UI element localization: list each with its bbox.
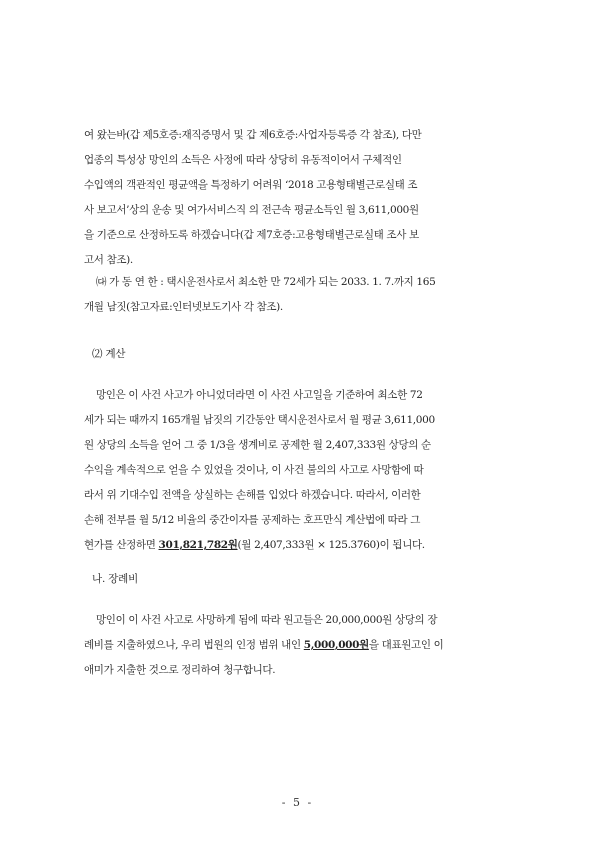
calculation-paragraph xyxy=(84,388,514,563)
text-segment: 을 대표원고인 이 xyxy=(368,639,444,651)
funeral-amount: 5,000,000원 xyxy=(303,639,369,651)
text-line: 애미가 지출한 것으로 정리하여 청구합니다. xyxy=(84,664,276,676)
text-line: 원 상당의 소득을 얻어 그 중 1/3을 생계비로 공제한 월 2,407,333원 상당의 순 xyxy=(84,439,431,451)
income-paragraph xyxy=(84,128,514,278)
text-line: 라서 위 기대수입 전액을 상실하는 손해를 입었다 하겠습니다. 따라서, 이러한 xyxy=(84,489,421,501)
text-segment: 례비를 지출하였으나, 우리 법원의 인정 범위 내인 xyxy=(84,639,304,651)
text-line: 망인이 이 사건 사고로 사망하게 됨에 따라 원고들은 20,000,000원 상당의 장 xyxy=(96,614,438,626)
text-line xyxy=(84,638,514,663)
funeral-heading: 나. 장례비 xyxy=(92,573,139,585)
working-age-paragraph xyxy=(84,275,514,325)
text-segment: 현가를 산정하면 xyxy=(84,539,159,551)
text-line: 개월 남짓(참고자료:인터넷보도기사 각 참조). xyxy=(84,301,283,313)
calculation-heading: ⑵ 계산 xyxy=(92,348,126,360)
text-line: 업종의 특성상 망인의 소득은 사정에 따라 상당히 유동적이어서 구체적인 xyxy=(84,154,402,166)
page-number: - 5 - xyxy=(281,796,314,809)
text-line: 수익을 계속적으로 얻을 수 있었을 것이나, 이 사건 불의의 사고로 사망함에 따 xyxy=(84,464,424,476)
text-line: 망인은 이 사건 사고가 아니었더라면 이 사건 사고일을 기준하여 최소한 72 xyxy=(96,389,423,401)
text-line: 사 보고서’상의 운송 및 여가서비스직 의 전근속 평균소득인 월 3,611,000원 xyxy=(84,204,419,216)
text-line: 수입액의 객관적인 평균액을 특정하기 어려워 ‘2018 고용형태별근로실태 조 xyxy=(84,179,418,191)
text-line xyxy=(84,538,514,563)
text-line: ㈐ 가 동 연 한 : 택시운전사로서 최소한 만 72세가 되는 2033. 1. 7.까지 165 xyxy=(96,276,436,288)
text-line: 을 기준으로 산정하도록 하겠습니다(갑 제7호증:고용형태별근로실태 조사 보 xyxy=(84,229,419,241)
text-line: 손해 전부를 월 5/12 비율의 중간이자를 공제하는 호프만식 계산법에 따라 그 xyxy=(84,514,421,526)
total-loss-amount: 301,821,782원 xyxy=(158,539,238,551)
text-line: 고서 참조). xyxy=(84,254,133,266)
text-line: 여 왔는바(갑 제5호증:재직증명서 및 갑 제6호증:사업자등록증 각 참조), 다만 xyxy=(84,129,422,141)
funeral-paragraph xyxy=(84,613,514,688)
text-line: 세가 되는 때까지 165개월 남짓의 기간동안 택시운전사로서 월 평균 3,611,000 xyxy=(84,414,435,426)
text-segment: (월 2,407,333원 × 125.3760)이 됩니다. xyxy=(237,539,425,551)
